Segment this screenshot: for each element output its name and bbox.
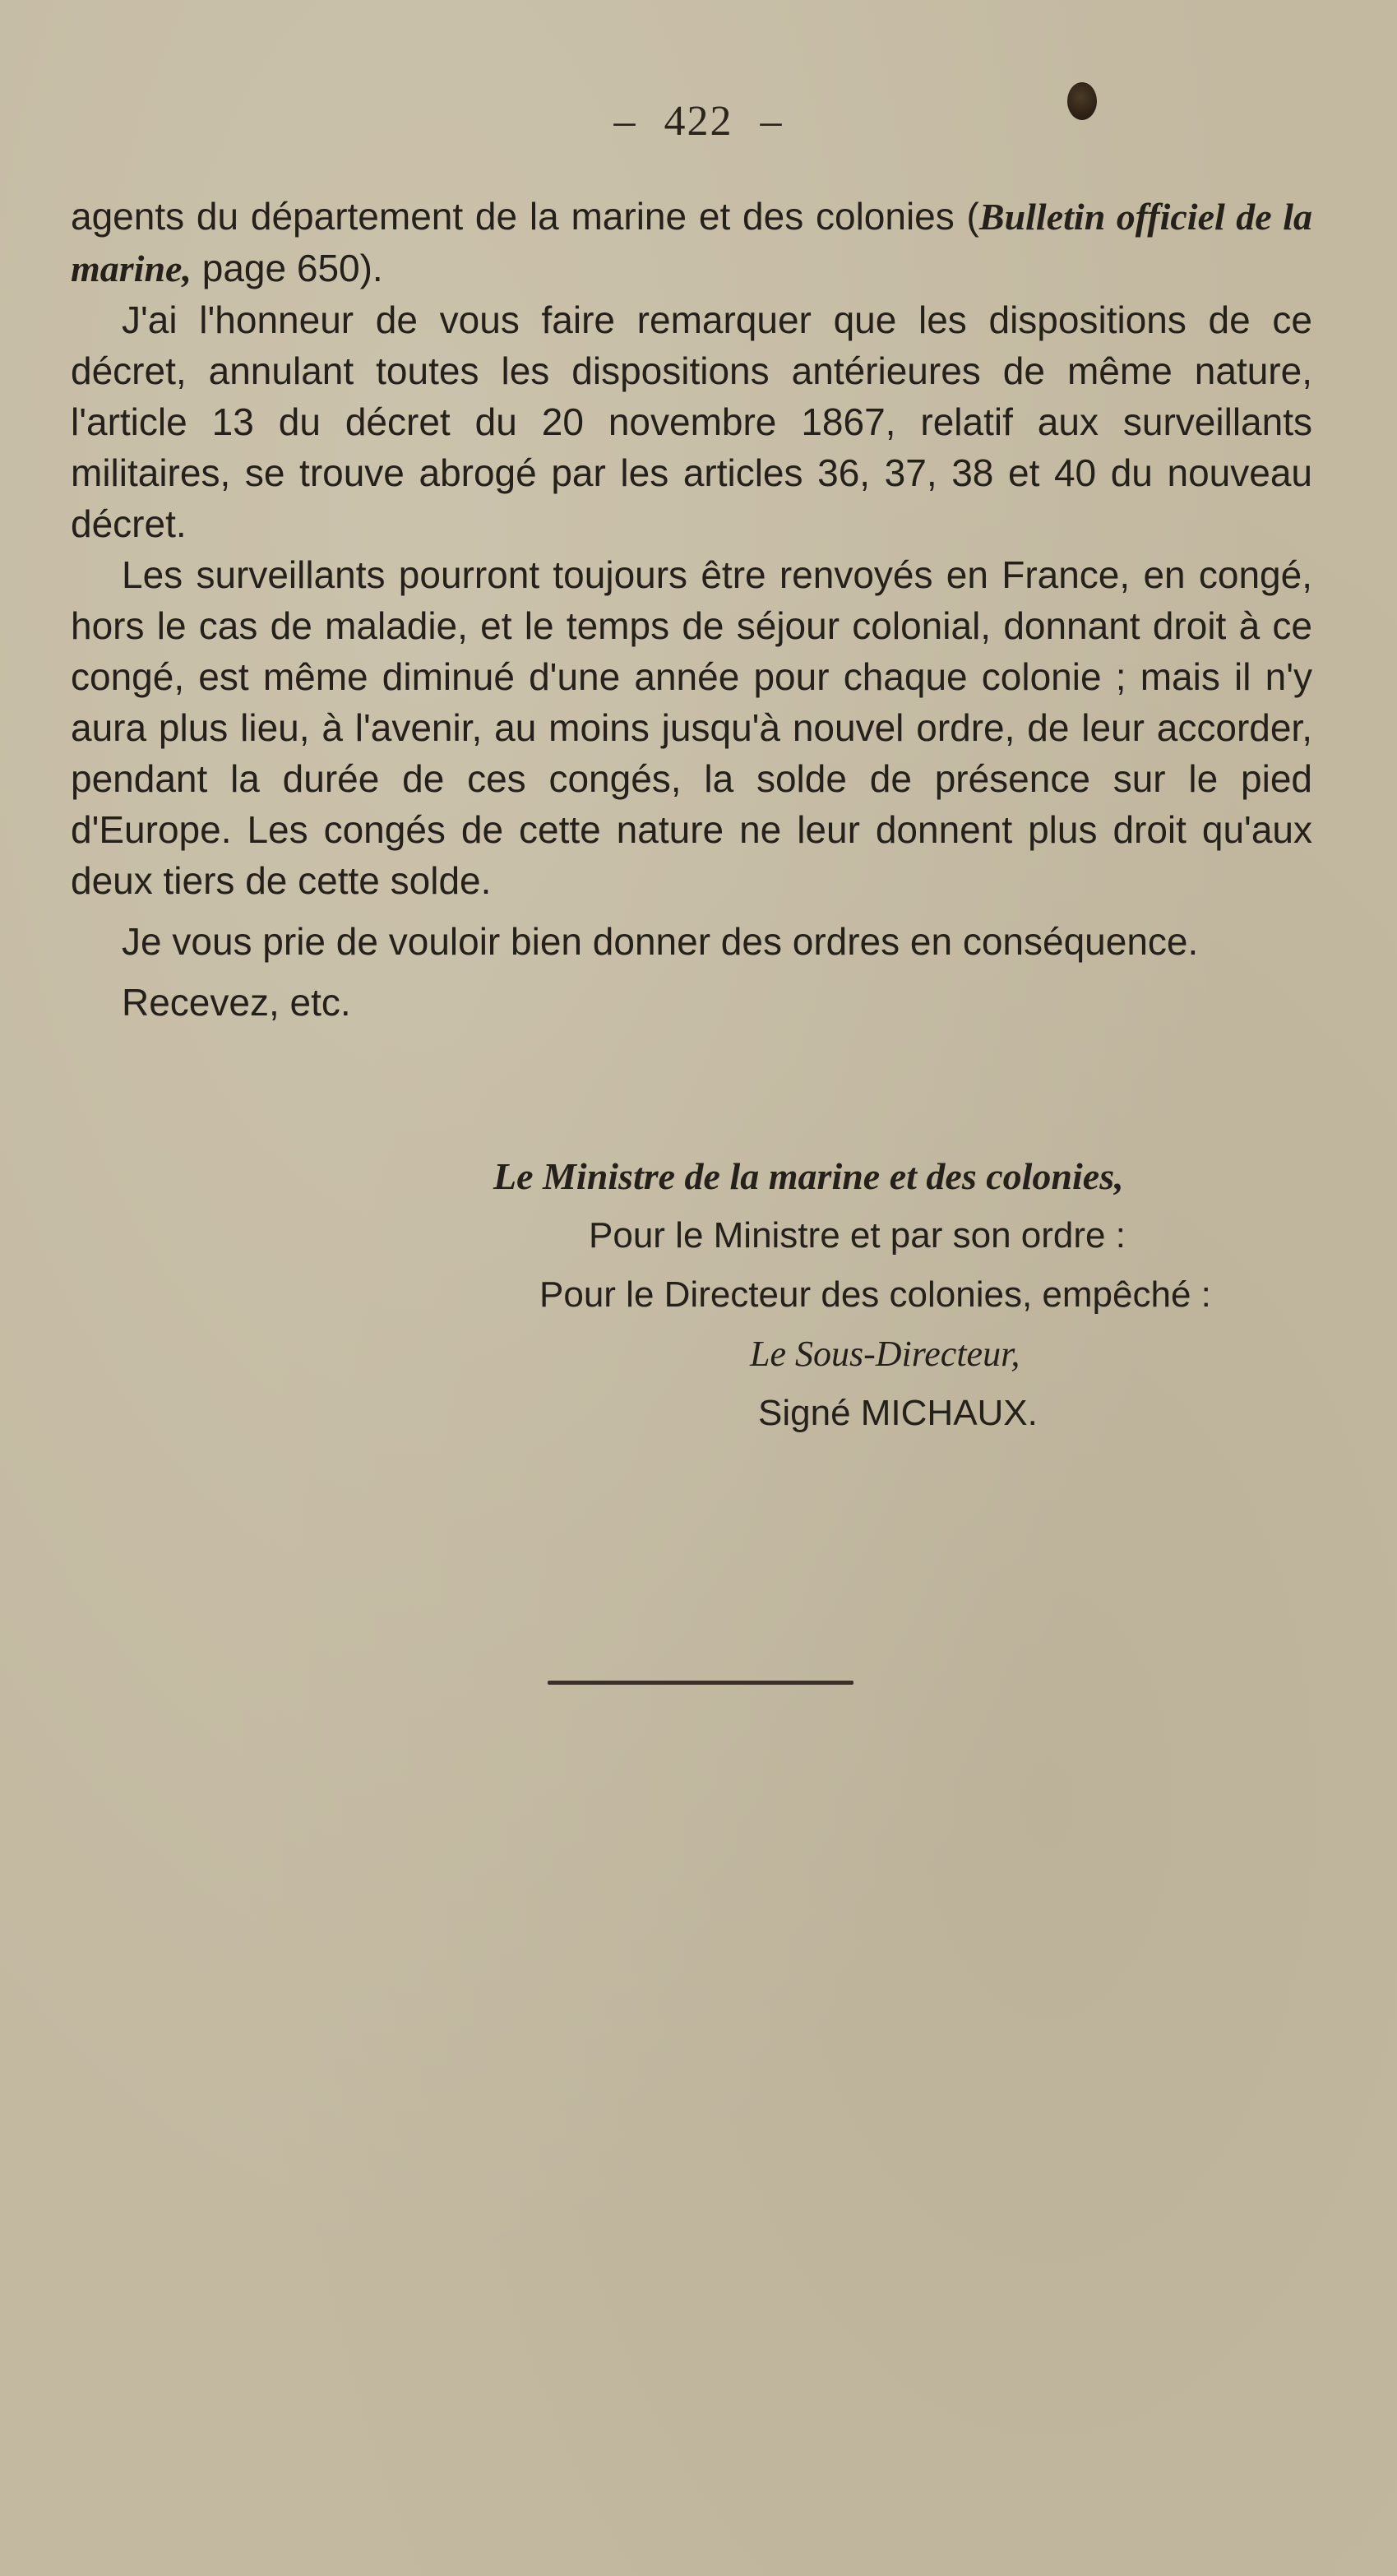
continuation-end: page 650). <box>191 247 383 289</box>
page-number <box>0 97 1397 146</box>
end-rule-divider <box>548 1681 853 1685</box>
continuation-italic: Bulletin officiel de la marine, <box>71 196 1312 289</box>
signature-line-2: Pour le Directeur des colonies, empêché : <box>539 1274 1211 1315</box>
signature-line-4: Signé MICHAUX. <box>758 1393 1038 1433</box>
page-number-dash-left: – <box>613 98 637 145</box>
paragraph-2: J'ai l'honneur de vous faire remarquer que les dispositions de ce décret, annulant toutes les dispositions antérieures de même nature, l'article 13 du décret du 20 novembre 1867, relatif aux surveillants militaires, se trouve abrogé par les articles 36, 37, 38 et 40 du nouveau décret. <box>71 298 1312 545</box>
signature-title: Le Ministre de la marine et des colonies, <box>493 1155 1124 1197</box>
continuation-text: agents du département de la marine et des colonies ( <box>71 195 979 238</box>
body-text <box>71 191 1312 1028</box>
page-number-dash-right: – <box>760 98 784 145</box>
signature-line-1: Pour le Ministre et par son ordre : <box>589 1215 1126 1256</box>
paragraph-3: Les surveillants pourront toujours être renvoyés en France, en congé, hors le cas de maladie, et le temps de séjour colonial, donnant droit à ce congé, est même diminué d'une année pour chaque colonie ; mais il n'y aura plus lieu, à l'avenir, au moins jusqu'à nouvel ordre, de leur accorder, pendant la durée de ces congés, la solde de présence sur le pied d'Europe. Les congés de cette nature ne leur donnent plus droit qu'aux deux tiers de cette solde. <box>71 553 1312 902</box>
paragraph-4: Je vous prie de vouloir bien donner des ordres en conséquence. <box>122 920 1199 963</box>
closing-line: Recevez, etc. <box>122 981 351 1024</box>
continuation-paragraph <box>71 191 1312 294</box>
signature-line-3: Le Sous-Directeur, <box>750 1334 1020 1374</box>
page-number-value: 422 <box>664 98 733 145</box>
